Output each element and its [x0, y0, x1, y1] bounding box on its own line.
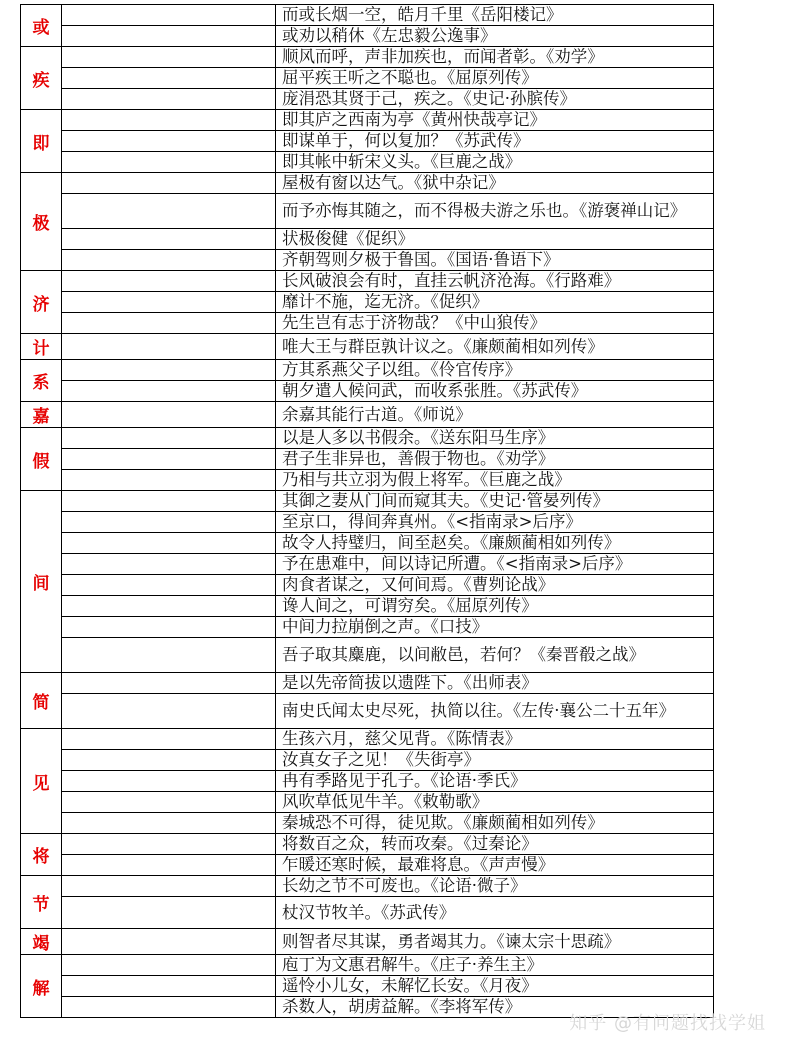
example-sentence-cell: 方其系燕父子以组。《伶官传序》	[276, 360, 714, 381]
table-row	[21, 26, 714, 47]
blank-meaning-cell	[62, 271, 276, 292]
table-row	[21, 955, 714, 976]
table-row	[21, 381, 714, 402]
example-sentence-cell: 状极俊健《促织》	[276, 229, 714, 250]
blank-meaning-cell	[62, 5, 276, 26]
blank-meaning-cell	[62, 334, 276, 360]
headword-cell: 简	[21, 673, 62, 729]
table-row	[21, 554, 714, 575]
blank-meaning-cell	[62, 313, 276, 334]
table-row	[21, 449, 714, 470]
blank-meaning-cell	[62, 750, 276, 771]
table-row	[21, 110, 714, 131]
example-sentence-cell: 至京口，得间奔真州。《<指南录>后序》	[276, 512, 714, 533]
blank-meaning-cell	[62, 89, 276, 110]
blank-meaning-cell	[62, 533, 276, 554]
example-sentence-cell: 长风破浪会有时，直挂云帆济沧海。《行路难》	[276, 271, 714, 292]
table-row	[21, 334, 714, 360]
example-sentence-cell: 中间力拉崩倒之声。《口技》	[276, 617, 714, 638]
example-sentence-cell: 是以先帝简拔以遗陛下。《出师表》	[276, 673, 714, 694]
table-row	[21, 250, 714, 271]
blank-meaning-cell	[62, 428, 276, 449]
example-sentence-cell: 南史氏闻太史尽死，执简以往。《左传·襄公二十五年》	[276, 694, 714, 729]
headword-cell: 解	[21, 955, 62, 1018]
example-sentence-cell: 或劝以稍休《左忠毅公逸事》	[276, 26, 714, 47]
blank-meaning-cell	[62, 955, 276, 976]
example-sentence-cell: 乃相与共立羽为假上将军。《巨鹿之战》	[276, 470, 714, 491]
headword-cell: 间	[21, 491, 62, 673]
headword-cell: 计	[21, 334, 62, 360]
table-row	[21, 512, 714, 533]
table-row	[21, 491, 714, 512]
example-sentence-cell: 乍暖还寒时候，最难将息。《声声慢》	[276, 855, 714, 876]
example-sentence-cell: 朝夕遣人候问武，而收系张胜。《苏武传》	[276, 381, 714, 402]
watermark: 知乎 @有问题找找学姐	[569, 1013, 766, 1034]
blank-meaning-cell	[62, 673, 276, 694]
table-row	[21, 575, 714, 596]
blank-meaning-cell	[62, 876, 276, 897]
table-row	[21, 313, 714, 334]
blank-meaning-cell	[62, 152, 276, 173]
blank-meaning-cell	[62, 997, 276, 1018]
table-row	[21, 271, 714, 292]
example-sentence-cell: 长幼之节不可废也。《论语·微子》	[276, 876, 714, 897]
table-row	[21, 855, 714, 876]
blank-meaning-cell	[62, 575, 276, 596]
table-row	[21, 533, 714, 554]
blank-meaning-cell	[62, 638, 276, 673]
example-sentence-cell: 杀数人，胡虏益解。《李将军传》	[276, 997, 714, 1018]
example-sentence-cell: 先生岂有志于济物哉？《中山狼传》	[276, 313, 714, 334]
blank-meaning-cell	[62, 834, 276, 855]
blank-meaning-cell	[62, 729, 276, 750]
blank-meaning-cell	[62, 771, 276, 792]
headword-cell: 竭	[21, 929, 62, 955]
example-sentence-cell: 以是人多以书假余。《送东阳马生序》	[276, 428, 714, 449]
example-sentence-cell: 肉食者谋之，又何间焉。《曹刿论战》	[276, 575, 714, 596]
example-sentence-cell: 唯大王与群臣孰计议之。《廉颇蔺相如列传》	[276, 334, 714, 360]
table-row	[21, 173, 714, 194]
table-row	[21, 834, 714, 855]
table-row	[21, 596, 714, 617]
blank-meaning-cell	[62, 26, 276, 47]
vocabulary-sheet	[20, 4, 714, 1018]
blank-meaning-cell	[62, 470, 276, 491]
table-row	[21, 792, 714, 813]
example-sentence-cell: 顺风而呼，声非加疾也，而闻者彰。《劝学》	[276, 47, 714, 68]
example-sentence-cell: 则智者尽其谋，勇者竭其力。《谏太宗十思疏》	[276, 929, 714, 955]
table-row	[21, 673, 714, 694]
table-row	[21, 470, 714, 491]
example-sentence-cell: 屋极有窗以达气。《狱中杂记》	[276, 173, 714, 194]
blank-meaning-cell	[62, 292, 276, 313]
example-sentence-cell: 靡计不施，迄无济。《促织》	[276, 292, 714, 313]
table-row	[21, 402, 714, 428]
blank-meaning-cell	[62, 617, 276, 638]
headword-cell: 见	[21, 729, 62, 834]
example-sentence-cell: 遥怜小儿女，未解忆长安。《月夜》	[276, 976, 714, 997]
blank-meaning-cell	[62, 194, 276, 229]
blank-meaning-cell	[62, 110, 276, 131]
blank-meaning-cell	[62, 360, 276, 381]
example-sentence-cell: 杖汉节牧羊。《苏武传》	[276, 897, 714, 929]
table-row	[21, 229, 714, 250]
table-row	[21, 750, 714, 771]
blank-meaning-cell	[62, 512, 276, 533]
table-row	[21, 89, 714, 110]
blank-meaning-cell	[62, 976, 276, 997]
headword-cell: 将	[21, 834, 62, 876]
blank-meaning-cell	[62, 554, 276, 575]
table-row	[21, 617, 714, 638]
example-sentence-cell: 风吹草低见牛羊。《敕勒歌》	[276, 792, 714, 813]
blank-meaning-cell	[62, 173, 276, 194]
table-row	[21, 5, 714, 26]
table-row	[21, 194, 714, 229]
table-row	[21, 152, 714, 173]
table-row	[21, 897, 714, 929]
example-sentence-cell: 故令人持璧归，间至赵矣。《廉颇蔺相如列传》	[276, 533, 714, 554]
blank-meaning-cell	[62, 449, 276, 470]
example-sentence-cell: 汝真女子之见！《失街亭》	[276, 750, 714, 771]
blank-meaning-cell	[62, 402, 276, 428]
table-row	[21, 976, 714, 997]
table-row	[21, 929, 714, 955]
example-sentence-cell: 余嘉其能行古道。《师说》	[276, 402, 714, 428]
example-sentence-cell: 而或长烟一空，皓月千里《岳阳楼记》	[276, 5, 714, 26]
example-sentence-cell: 即谋单于，何以复加？《苏武传》	[276, 131, 714, 152]
example-sentence-cell: 将数百之众，转而攻秦。《过秦论》	[276, 834, 714, 855]
example-sentence-cell: 予在患难中，间以诗记所遭。《<指南录>后序》	[276, 554, 714, 575]
headword-cell: 假	[21, 428, 62, 491]
table-row	[21, 729, 714, 750]
blank-meaning-cell	[62, 897, 276, 929]
example-sentence-cell: 庞涓恐其贤于己，疾之。《史记·孙膑传》	[276, 89, 714, 110]
example-sentence-cell: 生孩六月，慈父见背。《陈情表》	[276, 729, 714, 750]
example-sentence-cell: 冉有季路见于孔子。《论语·季氏》	[276, 771, 714, 792]
blank-meaning-cell	[62, 491, 276, 512]
example-sentence-cell: 齐朝驾则夕极于鲁国。《国语·鲁语下》	[276, 250, 714, 271]
table-row	[21, 360, 714, 381]
blank-meaning-cell	[62, 694, 276, 729]
headword-cell: 节	[21, 876, 62, 929]
headword-cell: 疾	[21, 47, 62, 110]
headword-cell: 极	[21, 173, 62, 271]
example-sentence-cell: 庖丁为文惠君解牛。《庄子·养生主》	[276, 955, 714, 976]
table-row	[21, 771, 714, 792]
blank-meaning-cell	[62, 131, 276, 152]
example-sentence-cell: 即其帐中斩宋义头。《巨鹿之战》	[276, 152, 714, 173]
vocabulary-table	[20, 4, 714, 1018]
example-sentence-cell: 谗人间之，可谓穷矣。《屈原列传》	[276, 596, 714, 617]
table-row	[21, 876, 714, 897]
blank-meaning-cell	[62, 68, 276, 89]
table-row	[21, 428, 714, 449]
headword-cell: 即	[21, 110, 62, 173]
table-row	[21, 47, 714, 68]
example-sentence-cell: 其御之妻从门间而窥其夫。《史记·管晏列传》	[276, 491, 714, 512]
table-row	[21, 292, 714, 313]
blank-meaning-cell	[62, 250, 276, 271]
table-row	[21, 694, 714, 729]
headword-cell: 或	[21, 5, 62, 47]
example-sentence-cell: 屈平疾王听之不聪也。《屈原列传》	[276, 68, 714, 89]
table-row	[21, 68, 714, 89]
table-row	[21, 638, 714, 673]
table-row	[21, 813, 714, 834]
blank-meaning-cell	[62, 596, 276, 617]
blank-meaning-cell	[62, 929, 276, 955]
blank-meaning-cell	[62, 792, 276, 813]
blank-meaning-cell	[62, 855, 276, 876]
example-sentence-cell: 秦城恐不可得，徒见欺。《廉颇蔺相如列传》	[276, 813, 714, 834]
blank-meaning-cell	[62, 381, 276, 402]
example-sentence-cell: 吾子取其麋鹿，以间敝邑，若何？《秦晋殽之战》	[276, 638, 714, 673]
table-row	[21, 131, 714, 152]
example-sentence-cell: 而予亦悔其随之，而不得极夫游之乐也。《游褒禅山记》	[276, 194, 714, 229]
headword-cell: 系	[21, 360, 62, 402]
example-sentence-cell: 即其庐之西南为亭《黄州快哉亭记》	[276, 110, 714, 131]
headword-cell: 济	[21, 271, 62, 334]
table-body	[21, 5, 714, 1018]
headword-cell: 嘉	[21, 402, 62, 428]
blank-meaning-cell	[62, 813, 276, 834]
example-sentence-cell: 君子生非异也，善假于物也。《劝学》	[276, 449, 714, 470]
blank-meaning-cell	[62, 47, 276, 68]
blank-meaning-cell	[62, 229, 276, 250]
